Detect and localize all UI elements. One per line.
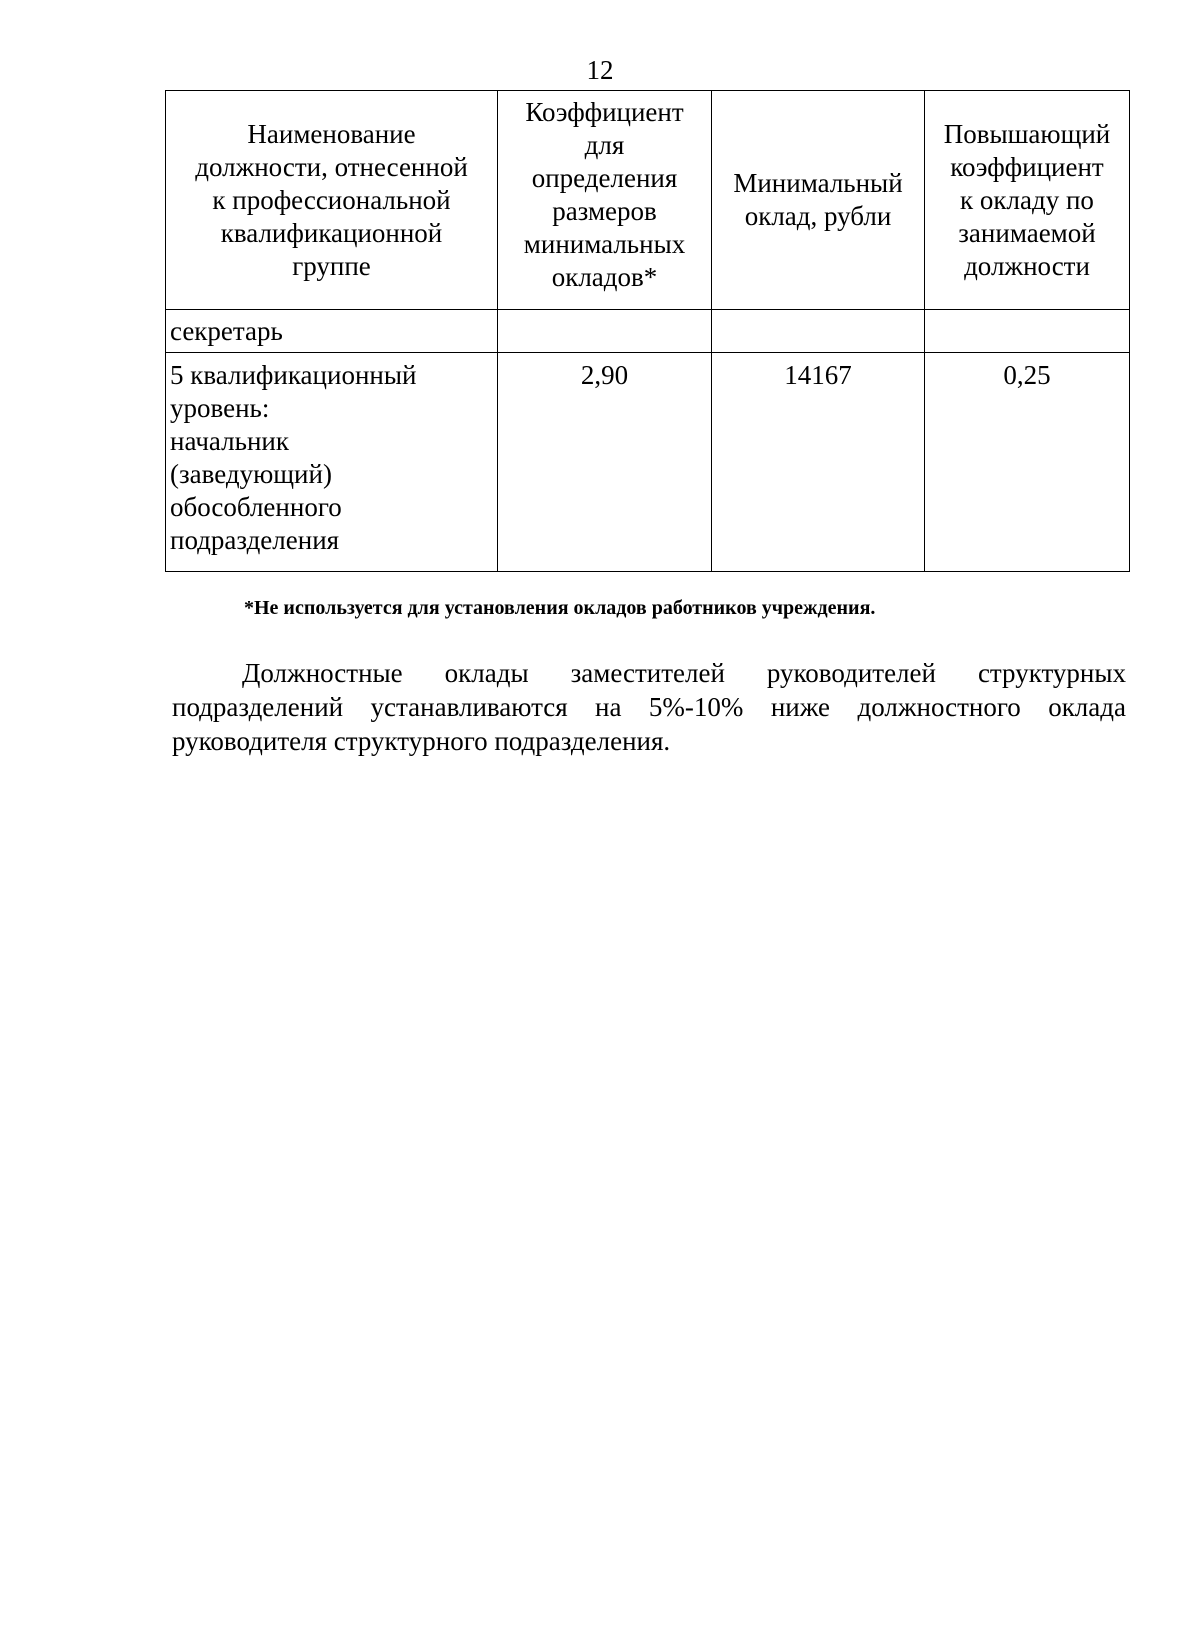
header-line: Коэффициент — [525, 97, 684, 127]
paragraph-line: подразделений устанавливаются на 5%-10% ниже должностного оклада — [172, 692, 1126, 722]
footnote: *Не используется для установления окладов работников учреждения. — [244, 597, 876, 619]
position-name: уровень: — [170, 393, 270, 423]
position-name: 5 квалификационный — [170, 360, 417, 390]
header-line: Повышающий — [943, 118, 1111, 149]
header-line: занимаемой — [958, 217, 1096, 248]
position-name: начальник — [170, 426, 289, 456]
position-name: (заведующий) — [170, 459, 332, 489]
header-coefficient — [498, 91, 712, 310]
coefficient-cell: 2,90 — [498, 353, 712, 572]
header-raise-coefficient — [925, 91, 1130, 310]
min-salary-cell: 14167 — [712, 353, 925, 572]
header-line: квалификационной — [220, 217, 443, 248]
paragraph-line: Должностные оклады заместителей руководителей структурных — [242, 658, 1126, 688]
header-line: минимальных — [523, 229, 686, 259]
header-line: Наименование — [247, 118, 416, 149]
raise-coefficient-cell — [925, 310, 1130, 353]
header-line: оклад, рубли — [744, 201, 892, 231]
header-line: к профессиональной — [212, 184, 451, 215]
header-line: коэффициент — [950, 151, 1104, 182]
body-paragraph — [172, 656, 1126, 758]
header-line: размеров — [552, 196, 657, 226]
position-name-cell — [166, 353, 498, 572]
header-line: к окладу по — [960, 184, 1094, 215]
header-min-salary — [712, 91, 925, 310]
header-line: окладов* — [551, 262, 658, 292]
header-line: Минимальный — [733, 168, 903, 198]
coefficient-cell — [498, 310, 712, 353]
table-row — [166, 310, 1130, 353]
paragraph-line: руководителя структурного подразделения. — [172, 726, 671, 756]
header-line: должности, отнесенной — [195, 151, 468, 182]
header-line: определения — [531, 163, 678, 193]
table-header-row — [166, 91, 1130, 310]
min-salary-cell — [712, 310, 925, 353]
page-number: 12 — [586, 55, 614, 85]
raise-coefficient-cell: 0,25 — [925, 353, 1130, 572]
position-name: секретарь — [170, 315, 283, 346]
header-line: для — [584, 130, 625, 160]
position-name: подразделения — [170, 525, 340, 555]
header-line: группе — [292, 250, 371, 281]
header-line: должности — [964, 250, 1090, 281]
position-name-cell — [166, 310, 498, 353]
salary-table — [165, 90, 1130, 572]
header-position-name — [166, 91, 498, 310]
table-row — [166, 353, 1130, 572]
position-name: обособленного — [170, 492, 342, 522]
